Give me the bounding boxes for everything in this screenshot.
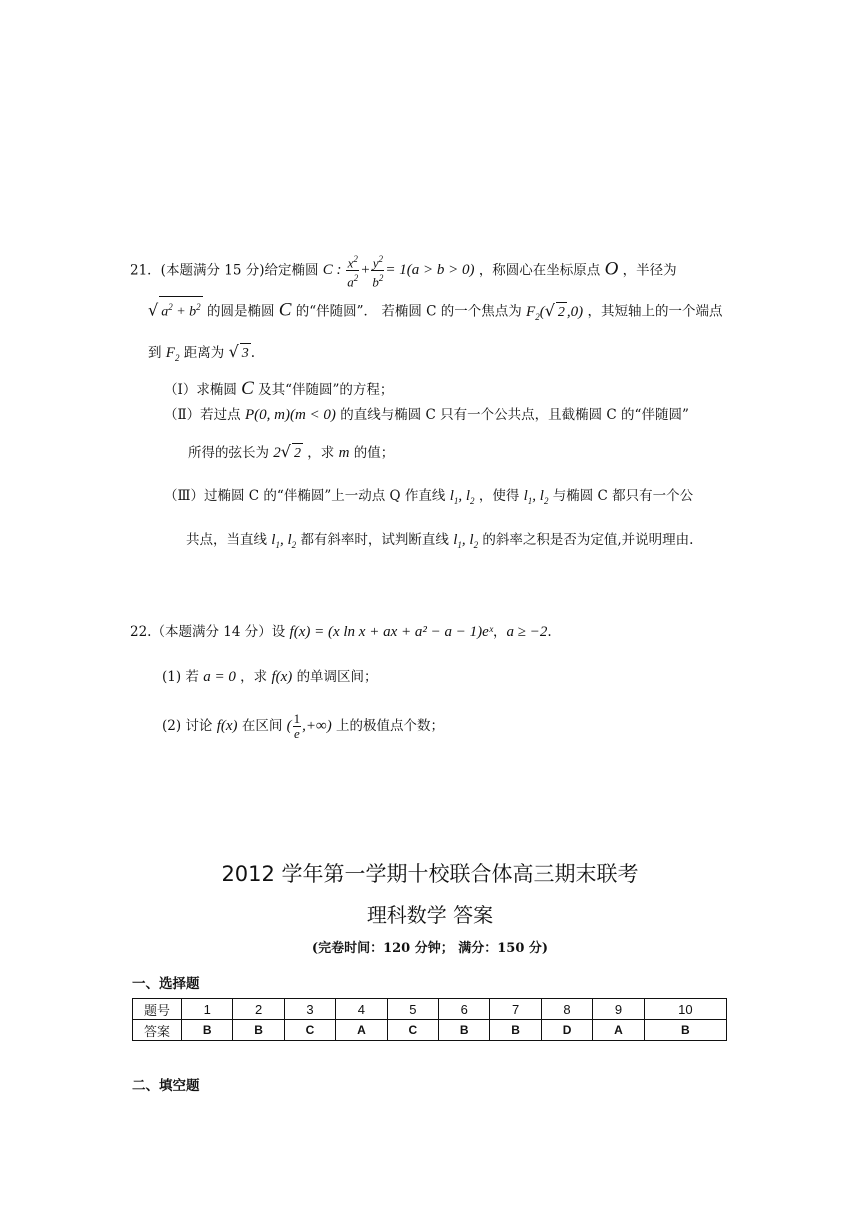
ellipse-equation: C : $\frac{x^2}{a^2}$ + $\frac{y^2}{b^2}$ = 1(a > b > 0): [322, 254, 475, 290]
q21-heading: 21．(本题满分 15 分)给定椭圆: [130, 262, 319, 279]
exam-meta: (完卷时间：120 分钟； 满分：150 分): [311, 941, 549, 956]
interval-expression: ( $\frac{1}{e}$ ,+∞): [286, 711, 332, 741]
point-p: P(0, m)(m < 0): [244, 407, 336, 423]
table-row: 题号 1 2 3 4 5 6 7 8 9 10: [133, 999, 727, 1020]
section-multiple-choice: 一、选择题: [132, 976, 200, 992]
q21-part3-cont: 共点，当直线 $l_1$, $l_2$ 都有斜率时，试判断直线 $l_1$, $l_2$ 的斜率之积是否为定值,并说明理由.: [186, 532, 694, 550]
answer-title: 2012 学年第一学期十校联合体高三期末联考: [221, 862, 639, 886]
q22-line1: 22.（本题满分 14 分）设 f(x) = (x ln x + ax + a² − a − 1)eˣ，a ≥ −2.: [130, 624, 552, 640]
q22-heading: 22.（本题满分 14 分）设: [130, 624, 286, 640]
q21-part2-cont: 所得的弦长为 2√ 2 ，求 m 的值；: [188, 442, 394, 464]
table-header-label: 题号: [133, 999, 182, 1020]
q21-part3: （Ⅲ）过椭圆 C 的“伴椭圆”上一动点 Q 作直线 $l_1$, $l_2$ ，使得 $l_1$, $l_2$ 与椭圆 C 都只有一个公: [164, 488, 694, 506]
answer-table: [132, 998, 727, 1041]
q21-line1: 21．(本题满分 15 分)给定椭圆 C : $\frac{x^2}{a^2}$ + $\frac{y^2}{b^2}$ = 1(a > b > 0) ，称圆心在坐标原点 O ，半径为: [130, 254, 677, 290]
function-definition: f(x) = (x ln x + ax + a² − a − 1)eˣ: [289, 624, 493, 640]
focus-point: $F_2(√$ 2 ,0): [526, 300, 584, 322]
origin-symbol: O: [604, 258, 619, 280]
q21-line3: 到 $F_2$ 距离为 √ 3 .: [148, 342, 256, 363]
table-row: 答案 B B C A C B B D A B: [133, 1020, 727, 1041]
table-answer-label: 答案: [133, 1020, 182, 1041]
q21-line2: √ $a^2 + b^2$ 的圆是椭圆 C 的“伴随圆”． 若椭圆 C 的一个焦点为 $F_2(√$ 2 ,0) ，其短轴上的一个端点: [148, 296, 722, 327]
radius-expression: $a^2 + b^2$: [159, 296, 202, 323]
answer-subtitle: 理科数学 答案: [366, 903, 494, 927]
q22-part1: (1) 若 a = 0 ，求 f(x) 的单调区间；: [162, 669, 378, 685]
q22-part2: (2) 讨论 f(x) 在区间 ( $\frac{1}{e}$ ,+∞) 上的极值点个数；: [162, 711, 444, 741]
q21-part2: （Ⅱ）若过点 P(0, m)(m < 0) 的直线与椭圆 C 只有一个公共点，且截椭圆 C 的“伴随圆”: [164, 407, 689, 423]
q21-part1: （Ⅰ）求椭圆 C 及其“伴随圆”的方程；: [164, 378, 394, 399]
section-fill-blank: 二、填空题: [132, 1078, 200, 1094]
